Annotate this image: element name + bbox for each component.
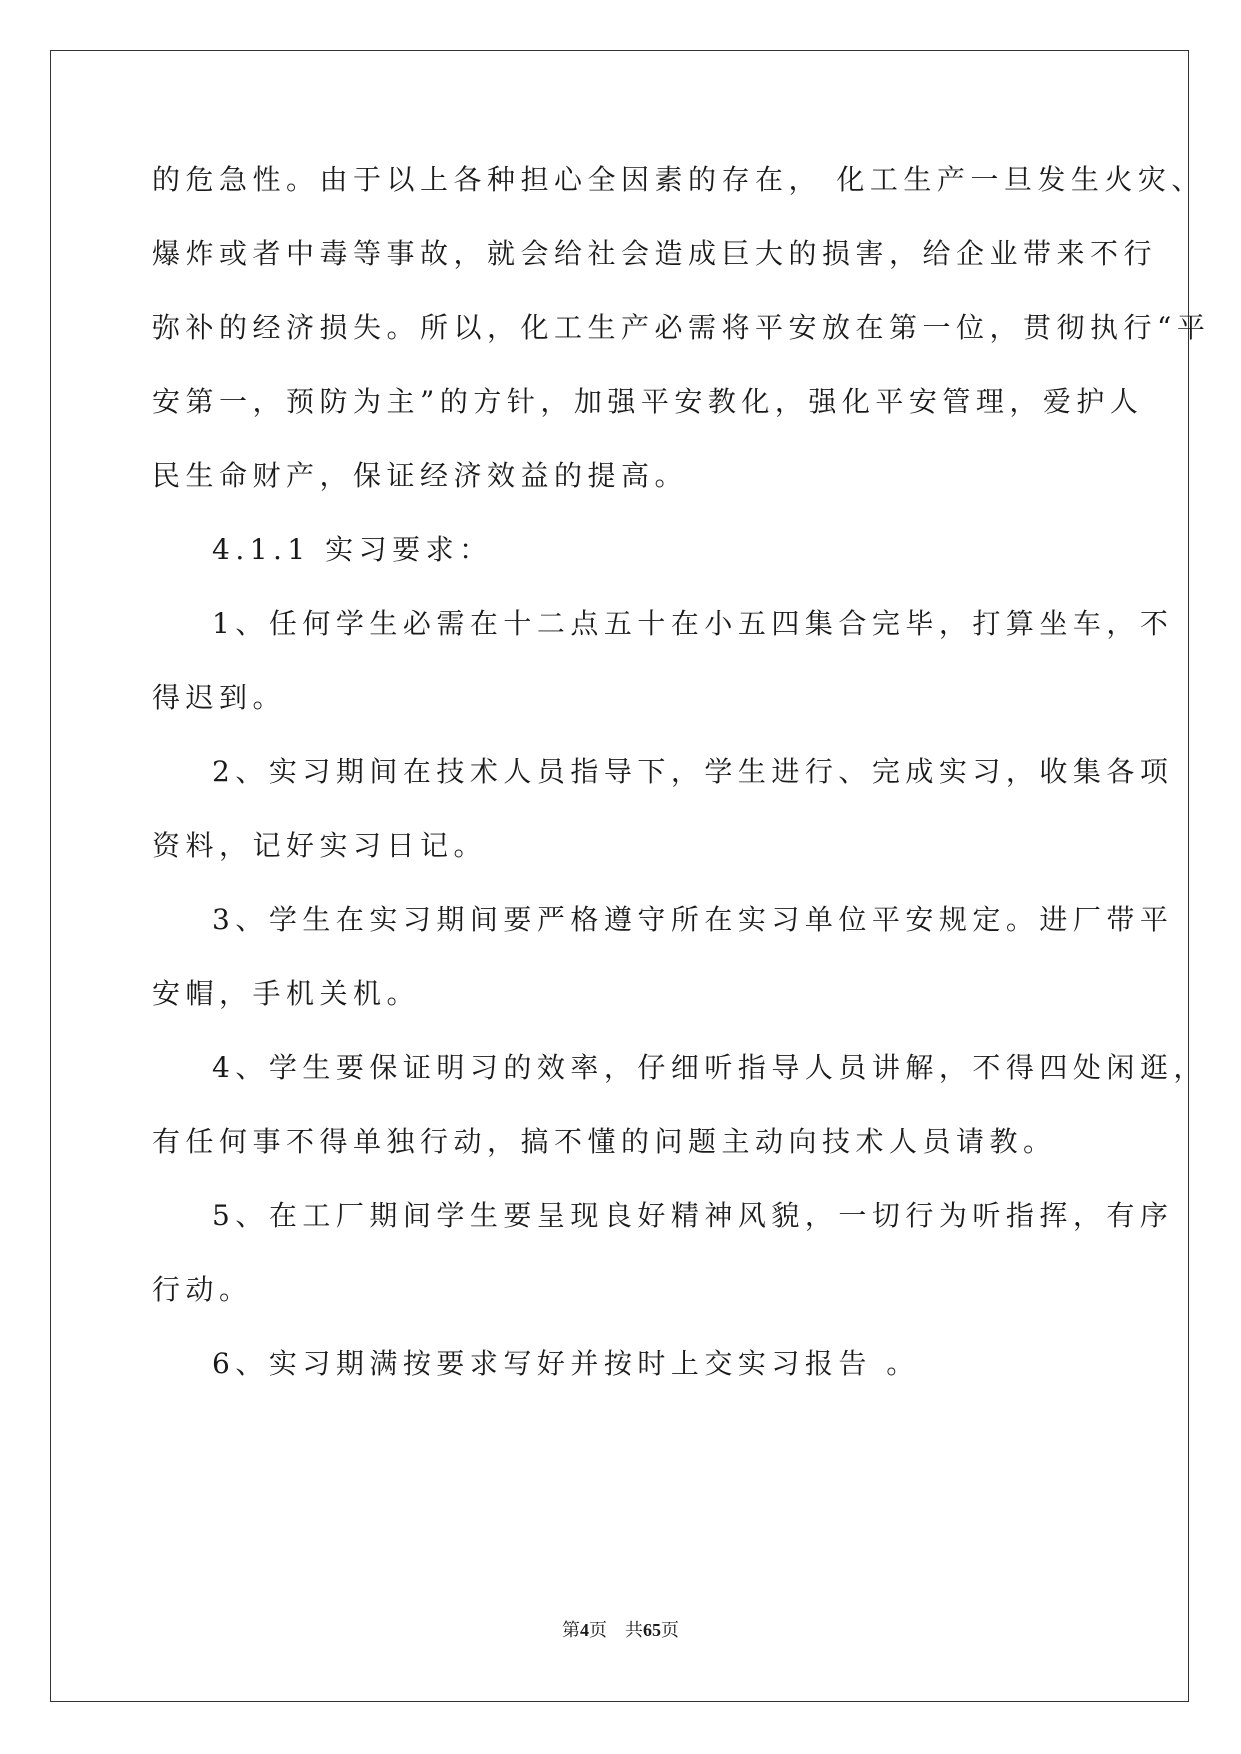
current-page-number: 4 [580, 1620, 589, 1640]
text-line: 行动。 [152, 1273, 253, 1306]
text-line: 得迟到。 [152, 681, 287, 714]
text-line: 爆炸或者中毒等事故，就会给社会造成巨大的损害，给企业带来不行 [152, 237, 1158, 270]
list-item-5: 5、在工厂期间学生要呈现良好精神风貌，一切行为听指挥，有序 [212, 1199, 1174, 1232]
text-line: 安第一，预防为主”的方针，加强平安教化，强化平安管理，爱护人 [152, 385, 1144, 418]
list-item-3: 3、学生在实习期间要严格遵守所在实习单位平安规定。进厂带平 [212, 903, 1174, 936]
text-line: 弥补的经济损失。所以，化工生产必需将平安放在第一位，贯彻执行“平 [152, 311, 1211, 344]
list-item-4: 4、学生要保证明习的效率，仔细听指导人员讲解，不得四处闲逛， [212, 1051, 1207, 1084]
text-line: 资料，记好实习日记。 [152, 829, 488, 862]
text-line: 有任何事不得单独行动，搞不懂的问题主动向技术人员请教。 [152, 1125, 1057, 1158]
text-line: 安帽，手机关机。 [152, 977, 421, 1010]
page-footer [0, 1618, 1241, 1642]
footer-prefix: 第 [562, 1620, 580, 1640]
text-line: 的危急性。由于以上各种担心全因素的存在， 化工生产一旦发生火灾、 [152, 163, 1205, 196]
list-item-6: 6、实习期满按要求写好并按时上交实习报告 。 [212, 1347, 920, 1380]
footer-middle: 页 共 [589, 1620, 643, 1640]
footer-suffix: 页 [661, 1620, 679, 1640]
text-line: 民生命财产，保证经济效益的提高。 [152, 459, 689, 492]
list-item-2: 2、实习期间在技术人员指导下，学生进行、完成实习，收集各项 [212, 755, 1174, 788]
list-item-1: 1、任何学生必需在十二点五十在小五四集合完毕，打算坐车，不 [212, 607, 1174, 640]
section-heading: 4.1.1 实习要求： [212, 533, 493, 566]
page-border [50, 50, 1189, 1702]
total-page-count: 65 [643, 1620, 661, 1640]
